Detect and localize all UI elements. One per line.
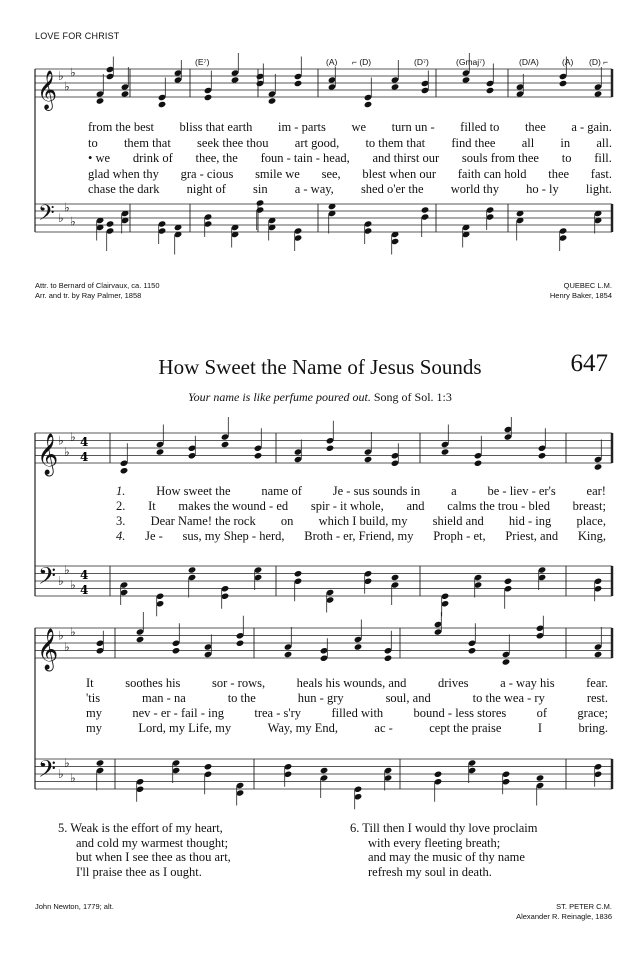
stanza-5-line-2: and cold my warmest thought; bbox=[76, 835, 229, 850]
clef-glyph: 𝄞 bbox=[37, 434, 59, 475]
note-head bbox=[364, 101, 373, 108]
chord-symbol: (A) bbox=[562, 57, 574, 67]
stanza-6-line-4: refresh my soul in death. bbox=[368, 864, 492, 879]
lyric-syllables: glad when thy bbox=[88, 166, 159, 181]
lyric-syllables: from the best bbox=[88, 120, 154, 134]
lyric-syllables: all. bbox=[596, 135, 612, 150]
verse-line bbox=[116, 499, 606, 514]
stanza-6 bbox=[350, 821, 538, 879]
flat-sign: ♭ bbox=[70, 65, 76, 80]
note-head bbox=[284, 651, 293, 658]
verse-line bbox=[116, 484, 606, 499]
hymn-text-credit: John Newton, 1779; alt. bbox=[35, 902, 114, 911]
lyric-syllables: hun - gry bbox=[297, 691, 344, 705]
lyric-syllables: Lord, my Life, my bbox=[138, 721, 232, 735]
note-head bbox=[294, 570, 303, 577]
lyric-syllables: man - na bbox=[142, 691, 186, 705]
lyric-syllables: grace; bbox=[577, 706, 608, 720]
stanza-5-line-1: 5. Weak is the effort of my heart, bbox=[58, 821, 223, 835]
chord-symbol: (E⁷) bbox=[195, 57, 210, 67]
note-head bbox=[538, 452, 547, 459]
lyric-syllables: It bbox=[148, 499, 156, 513]
top-text-credit bbox=[35, 281, 160, 301]
note-head bbox=[121, 90, 130, 97]
note-head bbox=[384, 655, 393, 662]
lyric-syllables: fear. bbox=[586, 676, 608, 690]
lyric-syllables: How sweet the bbox=[156, 484, 231, 498]
note-head bbox=[434, 771, 443, 778]
stanza-5-line-3: but when I see thee as thou art, bbox=[76, 850, 231, 864]
note-head bbox=[204, 763, 213, 770]
lyric-syllables: Way, my End, bbox=[267, 721, 338, 735]
note-head bbox=[320, 767, 329, 774]
note-head bbox=[354, 643, 363, 650]
hymn-number: 647 bbox=[570, 350, 608, 377]
lyric-syllables: Priest, and bbox=[505, 529, 559, 543]
lyric-syllables: im - parts bbox=[277, 120, 326, 134]
flat-sign: ♭ bbox=[70, 577, 76, 592]
time-signature: 4 bbox=[80, 450, 89, 464]
hymn-tune-name: ST. PETER C.M. bbox=[556, 902, 612, 911]
lyric-syllables: I bbox=[537, 721, 543, 735]
lyric-syllables: sus, my Shep - herd, bbox=[182, 529, 285, 543]
lyric-syllables: Je - sus sounds in bbox=[332, 484, 421, 498]
note-head bbox=[364, 456, 373, 463]
lyric-syllables: soul, and bbox=[385, 691, 431, 705]
lyric-syllables: filled to bbox=[460, 120, 500, 134]
note-head bbox=[391, 574, 400, 581]
lyric-syllables: night of bbox=[186, 182, 226, 196]
lyric-syllables: a - gain. bbox=[571, 120, 612, 134]
lyric-syllables: makes the wound - ed bbox=[178, 499, 289, 513]
lyric-syllables: name of bbox=[261, 484, 302, 498]
note-head bbox=[502, 658, 511, 665]
hymn-tune-composer: Alexander R. Reinagle, 1836 bbox=[516, 912, 612, 921]
stanza-5-line-4: I'll praise thee as I ought. bbox=[76, 864, 202, 879]
tune-composer: Henry Baker, 1854 bbox=[549, 291, 612, 300]
top-tune-credit bbox=[550, 281, 612, 301]
note-head bbox=[294, 80, 303, 87]
lyric-syllables: of bbox=[536, 706, 548, 720]
note-head bbox=[559, 80, 568, 87]
clef-glyph: 𝄞 bbox=[37, 70, 58, 110]
note-head bbox=[474, 460, 483, 467]
lyric-syllables: filled with bbox=[331, 706, 384, 720]
lyric-syllables: in bbox=[560, 135, 571, 150]
note-head bbox=[391, 83, 400, 90]
verse-line bbox=[88, 136, 612, 151]
note-head bbox=[256, 199, 265, 206]
note-head bbox=[221, 441, 230, 448]
text-credit-line-1: Attr. to Bernard of Clairvaux, ca. 1150 bbox=[35, 281, 160, 290]
note-head bbox=[594, 90, 603, 97]
lyric-syllables: a - way his bbox=[500, 676, 555, 690]
flat-sign: ♭ bbox=[64, 200, 70, 215]
chord-symbol: (D) ⌐ bbox=[589, 57, 609, 67]
lyric-syllables: to them that bbox=[365, 135, 426, 150]
lyric-syllables: calms the trou - bled bbox=[447, 499, 550, 513]
flat-sign: ♭ bbox=[70, 624, 76, 639]
lyric-syllables: • we bbox=[88, 151, 111, 165]
clef-glyph: 𝄢 bbox=[38, 755, 57, 788]
flat-sign: ♭ bbox=[64, 639, 70, 654]
time-signature: 4 bbox=[80, 435, 89, 449]
stanza-6-line-1: 6. Till then I would thy love proclaim bbox=[350, 821, 538, 835]
verse-line bbox=[88, 120, 612, 135]
note-head bbox=[486, 87, 495, 94]
flat-sign: ♭ bbox=[70, 429, 76, 444]
lyric-syllables: cept the praise bbox=[429, 721, 502, 735]
lyric-syllables: and thirst our bbox=[372, 151, 440, 165]
note-head bbox=[441, 448, 450, 455]
lyric-syllables: 1. bbox=[116, 484, 126, 498]
verse-line bbox=[86, 691, 608, 706]
lyric-syllables: be - liev - er's bbox=[487, 484, 556, 498]
lyric-syllables: nev - er - fail - ing bbox=[132, 706, 224, 720]
lyric-syllables: a - way, bbox=[294, 182, 334, 196]
lyric-syllables: all bbox=[521, 135, 535, 150]
lyric-syllables: shed o'er the bbox=[360, 182, 424, 196]
verse-line bbox=[86, 721, 608, 736]
lyric-syllables: trea - s'ry bbox=[254, 706, 302, 720]
lyric-syllables: 'tis bbox=[86, 691, 101, 705]
lyric-syllables: heals his wounds, and bbox=[296, 676, 407, 690]
lyric-syllables: bring. bbox=[578, 721, 608, 735]
stanza-6-line-3: and may the music of thy name bbox=[368, 850, 525, 864]
lyric-syllables: blest when our bbox=[362, 166, 437, 181]
lyric-syllables: world thy bbox=[450, 182, 499, 196]
note-head bbox=[231, 76, 240, 83]
lyric-syllables: sor - rows, bbox=[211, 676, 266, 690]
lyric-syllables: light. bbox=[585, 182, 612, 196]
lyric-syllables: thee bbox=[524, 120, 546, 134]
chord-symbol: ⌐ (D) bbox=[352, 57, 372, 67]
lyric-syllables: fill. bbox=[594, 151, 612, 165]
scripture-quote: Your name is like perfume poured out. bbox=[188, 390, 371, 404]
lyric-syllables: bliss that earth bbox=[179, 120, 253, 134]
lyric-syllables: smile we bbox=[255, 166, 300, 181]
lyric-syllables: to the wea - ry bbox=[472, 691, 545, 705]
lyric-syllables: seek thee thou bbox=[197, 135, 269, 150]
chord-symbol: (D⁷) bbox=[414, 57, 429, 67]
lyric-syllables: sin bbox=[252, 182, 268, 196]
lyric-syllables: spir - it whole, bbox=[310, 499, 384, 513]
lyric-syllables: which I build, my bbox=[318, 514, 408, 528]
hymn-tune-credit bbox=[516, 902, 612, 922]
stanza-5 bbox=[58, 821, 231, 879]
lyric-syllables: a bbox=[451, 484, 457, 498]
lyric-syllables: Broth - er, Friend, my bbox=[304, 529, 414, 543]
lyric-syllables: foun - tain - head, bbox=[260, 151, 350, 165]
clef-glyph: 𝄢 bbox=[38, 201, 55, 231]
note-head bbox=[326, 445, 335, 452]
stanza-6-line-2: with every fleeting breath; bbox=[368, 835, 501, 850]
lyric-syllables: we bbox=[351, 120, 367, 134]
chord-symbol: (Gmaj⁷) bbox=[456, 57, 486, 67]
lyric-syllables: bound - less stores bbox=[413, 706, 507, 720]
chord-symbol: (D/A) bbox=[519, 57, 539, 67]
note-head bbox=[204, 94, 213, 101]
lyric-syllables: and bbox=[406, 499, 425, 513]
note-head bbox=[156, 448, 165, 455]
lyric-syllables: King, bbox=[577, 529, 606, 543]
time-signature: 4 bbox=[80, 583, 89, 597]
note-head bbox=[236, 640, 245, 647]
lyric-syllables: find thee bbox=[451, 135, 496, 150]
lyric-syllables: ho - ly bbox=[526, 182, 559, 196]
lyric-syllables: drink of bbox=[132, 151, 173, 165]
verse-line bbox=[88, 167, 612, 182]
lyric-syllables: see, bbox=[321, 166, 341, 181]
flat-sign: ♭ bbox=[64, 562, 70, 577]
clef-glyph: 𝄢 bbox=[38, 562, 57, 595]
lyric-syllables: gra - cious bbox=[180, 166, 234, 181]
clef-glyph: 𝄞 bbox=[37, 629, 59, 670]
chord-symbol: (A) bbox=[326, 57, 338, 67]
flat-sign: ♭ bbox=[64, 79, 70, 94]
lyric-syllables: fast. bbox=[590, 166, 612, 181]
note-head bbox=[120, 467, 129, 474]
note-head bbox=[462, 76, 471, 83]
note-head bbox=[421, 206, 430, 213]
note-head bbox=[468, 647, 477, 654]
verse-line bbox=[116, 514, 606, 529]
note-head bbox=[594, 651, 603, 658]
section-label: LOVE FOR CHRIST bbox=[35, 31, 120, 41]
note-head bbox=[96, 759, 105, 766]
lyric-syllables: It bbox=[86, 676, 94, 690]
lyric-syllables: ear! bbox=[586, 484, 606, 498]
note-head bbox=[504, 578, 513, 585]
note-head bbox=[536, 774, 545, 781]
lyric-syllables: 4. bbox=[116, 529, 126, 543]
lyric-syllables: to bbox=[88, 135, 98, 150]
lyric-syllables: Dear Name! the rock bbox=[150, 514, 256, 528]
lyric-syllables: on bbox=[280, 514, 294, 528]
verse-line bbox=[86, 706, 608, 721]
lyric-syllables: to the bbox=[227, 691, 256, 705]
note-head bbox=[96, 97, 105, 104]
verse-line bbox=[88, 151, 612, 166]
lyric-syllables: soothes his bbox=[125, 676, 181, 690]
note-head bbox=[254, 452, 263, 459]
note-head bbox=[268, 97, 277, 104]
lyric-syllables: place, bbox=[576, 514, 606, 528]
note-head bbox=[158, 101, 167, 108]
lyric-syllables: turn un - bbox=[391, 120, 435, 134]
flat-sign: ♭ bbox=[58, 211, 64, 225]
lyric-syllables: souls from thee bbox=[461, 151, 539, 165]
lyric-syllables: them that bbox=[123, 135, 171, 150]
flat-sign: ♭ bbox=[70, 770, 76, 785]
flat-sign: ♭ bbox=[64, 444, 70, 459]
scripture-reference: Song of Sol. 1:3 bbox=[373, 390, 452, 404]
lyric-syllables: to bbox=[561, 151, 572, 165]
lyric-syllables: my bbox=[86, 721, 102, 735]
text-credit-line-2: Arr. and tr. by Ray Palmer, 1858 bbox=[35, 291, 142, 300]
note-head bbox=[106, 220, 115, 227]
flat-sign: ♭ bbox=[64, 755, 70, 770]
lyric-syllables: thee, the bbox=[195, 151, 238, 165]
lyric-syllables: shield and bbox=[432, 514, 484, 528]
lyric-syllables: faith can hold bbox=[457, 166, 527, 181]
hymn-title: How Sweet the Name of Jesus Sounds bbox=[158, 355, 482, 379]
flat-sign: ♭ bbox=[58, 433, 64, 448]
scripture-line bbox=[0, 390, 640, 405]
flat-sign: ♭ bbox=[58, 628, 64, 643]
lyric-syllables: hid - ing bbox=[508, 514, 552, 528]
lyric-syllables: chase the dark bbox=[88, 182, 160, 196]
note-head bbox=[136, 636, 145, 643]
lyric-syllables: rest. bbox=[586, 691, 608, 705]
tune-name: QUEBEC L.M. bbox=[563, 281, 612, 290]
flat-sign: ♭ bbox=[58, 574, 64, 588]
lyric-syllables: ac - bbox=[374, 721, 393, 735]
lyric-syllables: art good, bbox=[294, 135, 340, 150]
lyric-syllables: 2. bbox=[116, 499, 126, 513]
time-signature: 4 bbox=[80, 568, 89, 582]
lyric-syllables: drives bbox=[437, 676, 469, 690]
lyric-syllables: 3. bbox=[116, 514, 126, 528]
note-head bbox=[594, 463, 603, 470]
lyric-syllables: breast; bbox=[572, 499, 606, 513]
lyric-syllables: my bbox=[86, 706, 102, 720]
lyric-syllables: thee bbox=[548, 166, 570, 181]
flat-sign: ♭ bbox=[58, 767, 64, 781]
note-head bbox=[188, 566, 197, 573]
lyric-syllables: Proph - et, bbox=[433, 529, 486, 543]
lyric-syllables: Je - bbox=[145, 529, 163, 543]
verse-line bbox=[88, 182, 612, 197]
verse-line bbox=[116, 529, 606, 544]
flat-sign: ♭ bbox=[70, 214, 76, 229]
note-head bbox=[172, 647, 181, 654]
verse-line bbox=[86, 676, 608, 691]
flat-sign: ♭ bbox=[58, 69, 64, 83]
